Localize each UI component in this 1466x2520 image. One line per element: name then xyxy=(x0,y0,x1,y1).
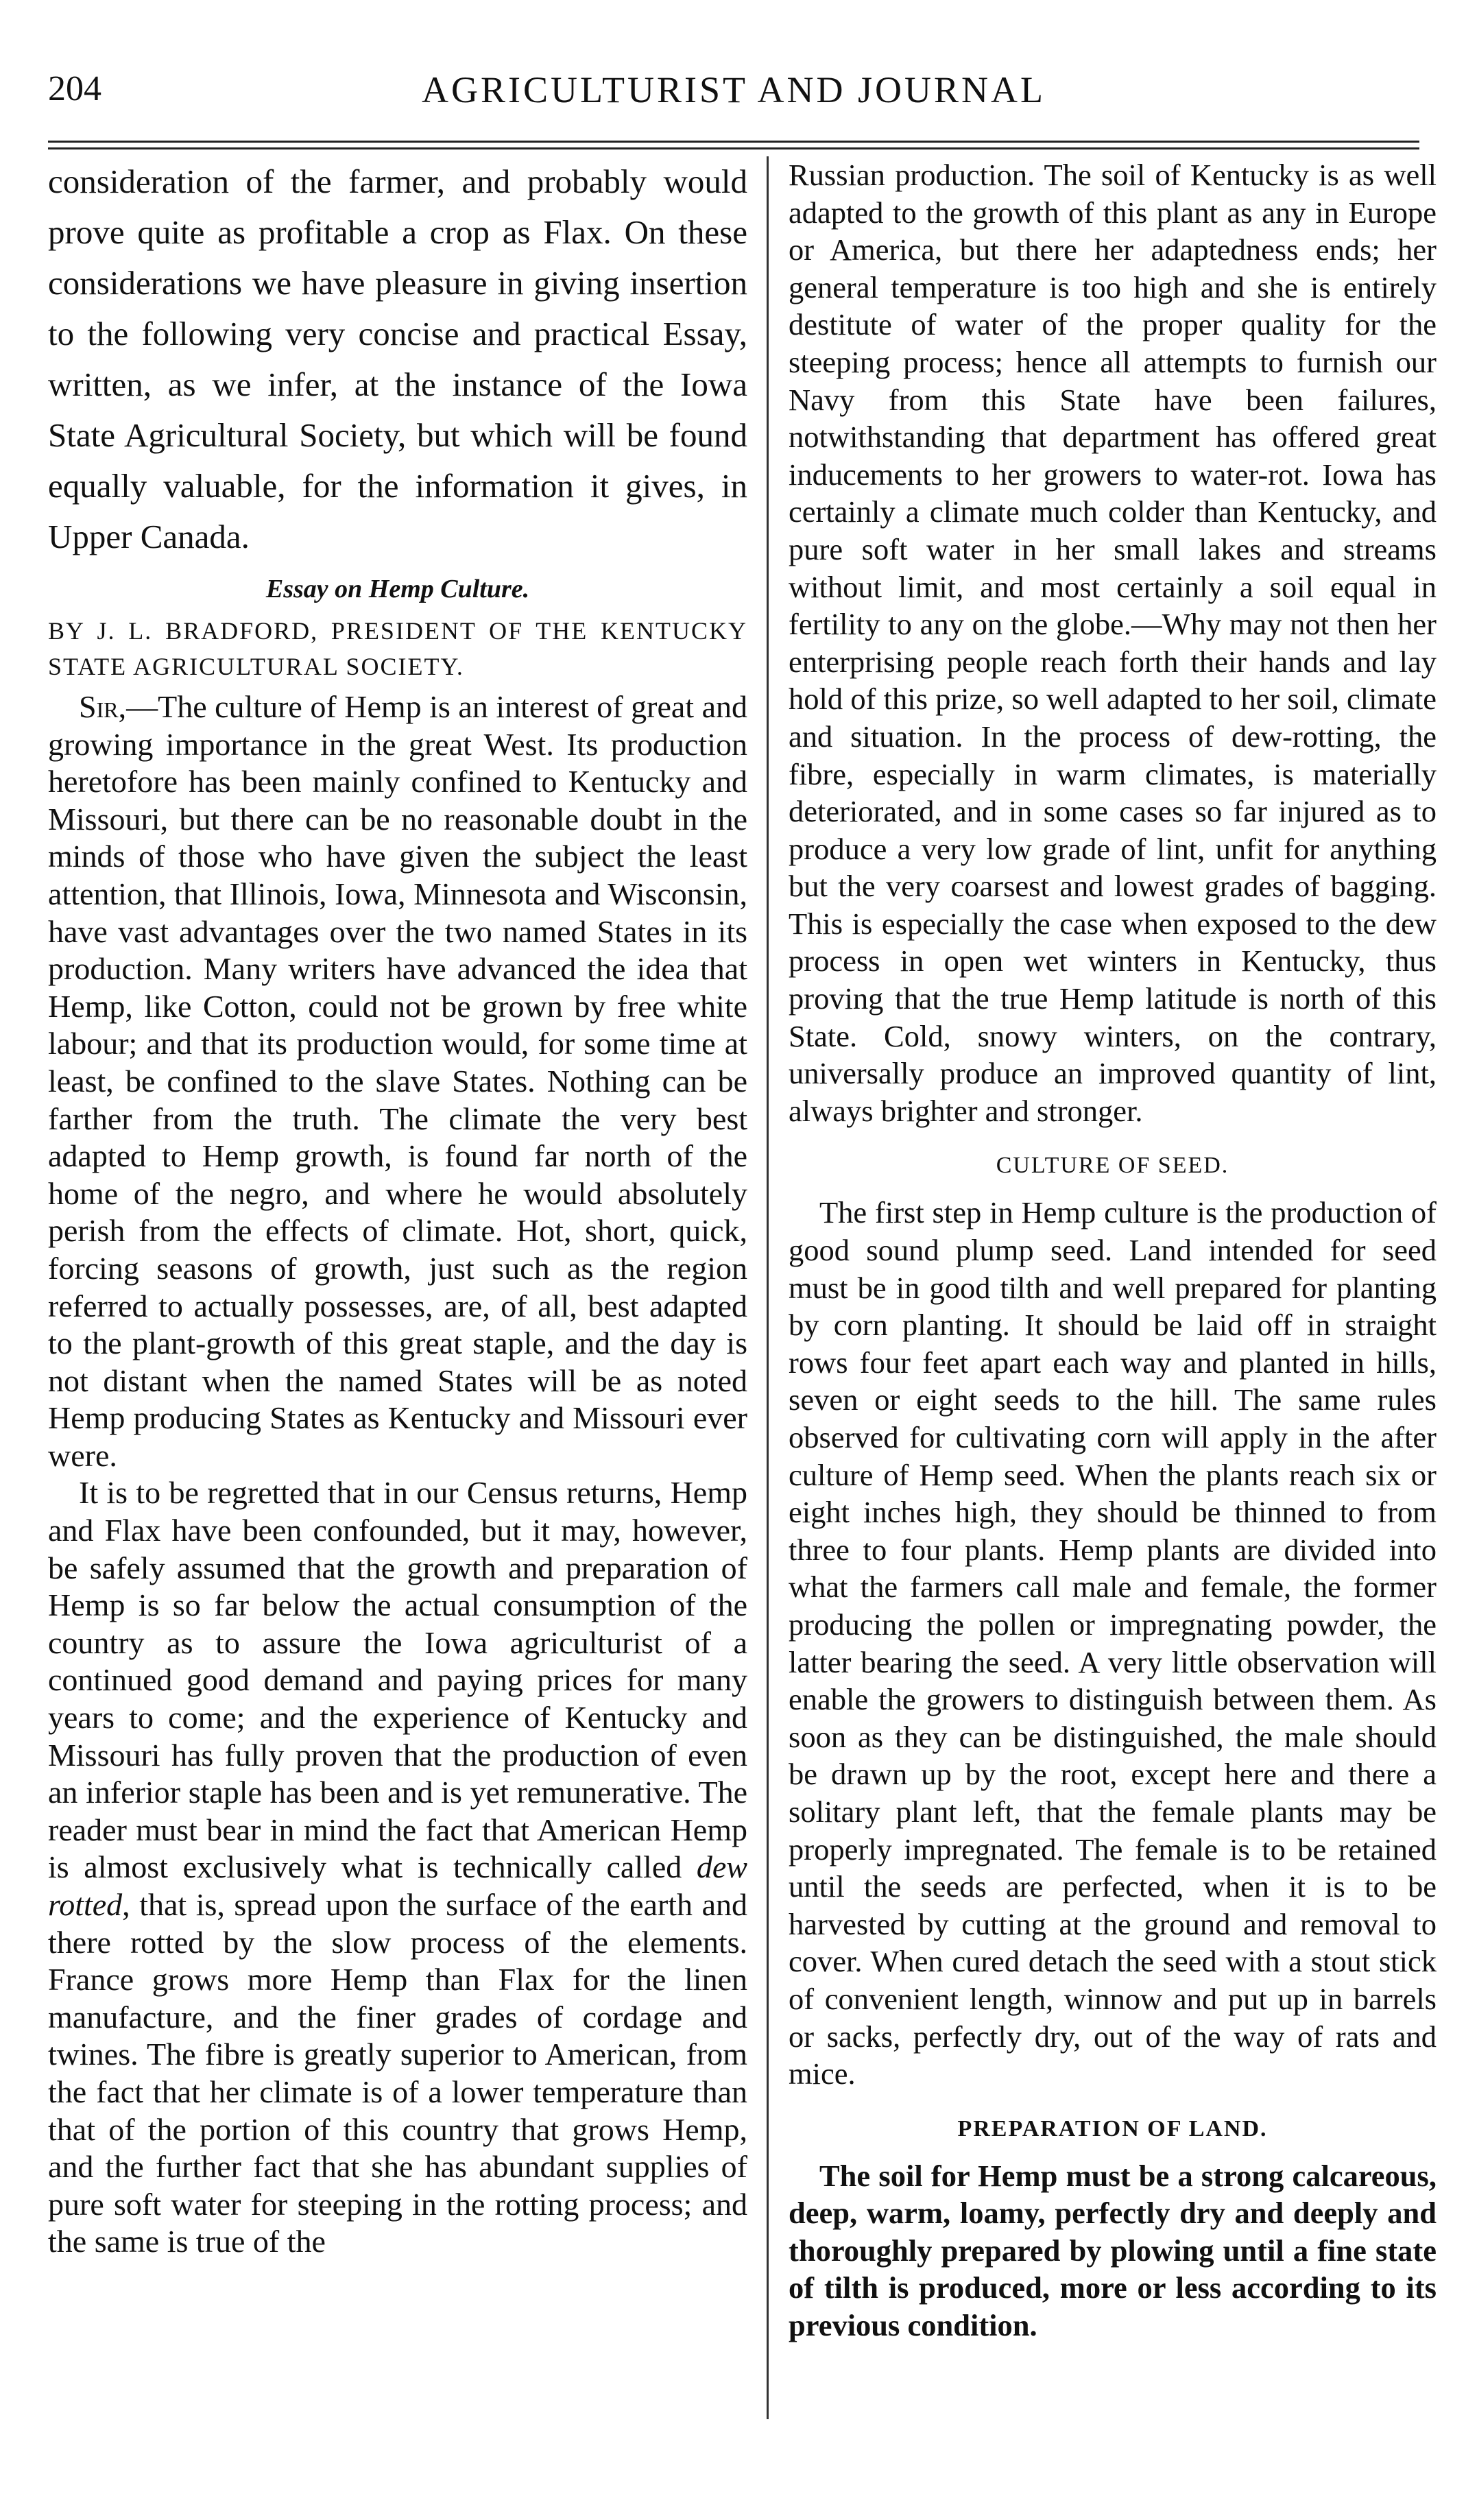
dew-rotted-term: dew rotted xyxy=(48,1849,747,1922)
running-title: AGRICULTURIST AND JOURNAL xyxy=(421,69,1046,110)
section-heading-culture-of-seed: CULTURE OF SEED. xyxy=(996,1153,1229,1179)
section-heading-preparation-of-land: PREPARATION OF LAND. xyxy=(957,2115,1268,2141)
essay-title: Essay on Hemp Culture. xyxy=(265,575,530,603)
header-rule-double xyxy=(48,147,1419,149)
essay-paragraph-2-before: It is to be regretted that in our Census returns, Hemp and Flax have been confounded, but it may, however, be safely assumed that the growth and preparation of Hemp is so far below the actual consumption of the country as to assure the Iowa agriculturist of a continued good demand and paying prices for many years to come; and the experience of Kentucky and Missouri has fully proven that the production of even an inferior staple has been and is yet remunerative. The reader must bear in mind the fact that American Hemp is almost exclusively what is technically called xyxy=(48,1475,747,1885)
essay-paragraph-2 xyxy=(48,1474,747,2260)
culture-of-seed-paragraph: The first step in Hemp culture is the production of good sound plump seed. Land intended for seed must be in good tilth and well prepared for planting by corn planting. It should be laid off in straight rows four feet apart each way and planted in hills, seven or eight seeds to the hill. The same rules observed for cultivating corn will apply in the after culture of Hemp seed. When the plants reach six or eight inches high, they should be thinned to from three to four plants. Hemp plants are divided into what the farmers call male and female, the former producing the pollen or impregnating powder, the latter bearing the seed. A very little observation will enable the growers to distinguish between them. As soon as they can be distinguished, the male should be drawn up by the root, except here and there a solitary plant left, that the female plants may be properly impregnated. The female is to be retained until the seeds are perfected, when it is to be harvested by cutting at the ground and removal to cover. When cured detach the seed with a stout stick of convenient length, winnow and put up in barrels or sacks, perfectly dry, out of the way of rats and mice. xyxy=(789,1195,1437,2091)
page-number: 204 xyxy=(48,69,101,108)
page-header xyxy=(48,69,1419,123)
essay-paragraph-1-text: —The culture of Hemp is an interest of great and growing importance in the great West. Its production heretofore has been mainly confined to Kentucky and Missouri, but there can be no reasonable doubt in the minds of those who have given the subject the least attention, that Illinois, Iowa, Minnesota and Wisconsin, have vast advantages over the two named States in its production. Many writers have advanced the idea that Hemp, like Cotton, could not be grown by free white labour; and that its production would, for some time at least, be confined to the slave States. Nothing can be farther from the truth. The climate the very best adapted to Hemp growth, is found far north of the home of the negro, and where he would absolutely perish from the effects of climate. Hot, short, quick, forcing seasons of growth, just such as the region referred to actually possesses, are, of all, best adapted to the plant-growth of this great staple, and the day is not distant when the named States will be as noted Hemp producing States as Kentucky and Missouri ever were. xyxy=(48,689,747,1473)
preparation-of-land-paragraph: The soil for Hemp must be a strong calcareous, deep, warm, loamy, perfectly dry and deeply and thoroughly prepared by plowing until a fine state of tilth is produced, more or less according to its previous condition. xyxy=(789,2158,1437,2343)
essay-byline: BY J. L. BRADFORD, PRESIDENT OF THE KENTUCKY STATE AGRICULTURAL SOCIETY. xyxy=(48,617,747,680)
column-divider xyxy=(767,156,769,2419)
continuation-paragraph: Russian production. The soil of Kentucky is as well adapted to the growth of this plant as any in Europe or America, but there her adaptedness ends; her general temperature is too high and she is entirely destitute of water of the proper quality for the steeping process; hence all attempts to furnish our Navy from this State have been failures, notwithstanding that department has offered great inducements to her growers to water-rot. Iowa has certainly a climate much colder than Kentucky, and pure soft water in her small lakes and streams without limit, and most certainly a soil equal in fertility to any on the globe.—Why may not then her enterprising people reach forth their hands and lay hold of this prize, so well adapted to her soil, climate and situation. In the process of dew-rotting, the fibre, especially in warm climates, is materially deteriorated, and in some cases so far injured as to produce a very low grade of lint, unfit for anything but the very coarsest and lowest grades of bagging. This is especially the case when exposed to the dew process in open wet winters in Kentucky, thus proving that the true Hemp latitude is north of this State. Cold, snowy winters, on the contrary, universally produce an improved quantity of lint, always brighter and stronger. xyxy=(789,158,1437,1128)
essay-paragraph-1 xyxy=(48,688,747,1474)
salutation: Sir, xyxy=(79,689,127,724)
header-rule xyxy=(48,141,1419,143)
left-column xyxy=(48,156,747,2261)
essay-paragraph-2-after: , that is, spread upon the surface of the earth and there rotted by the slow process of the elements. France grows more Hemp than Flax for the linen manufacture, and the finer grades of cordage and twines. The fibre is greatly superior to American, from the fact that her climate is of a lower temperature than that of the portion of this country that grows Hemp, and the further fact that she has abundant supplies of pure soft water for steeping in the rotting process; and the same is true of the xyxy=(48,1887,747,2259)
intro-paragraph: consideration of the farmer, and probably would prove quite as profitable a crop as Flax. On these considerations we have pleasure in giving insertion to the following very concise and practical Essay, written, as we infer, at the instance of the Iowa State Agricultural Society, but which will be found equally valuable, for the information it gives, in Upper Canada. xyxy=(48,163,747,555)
right-column xyxy=(789,156,1437,2344)
